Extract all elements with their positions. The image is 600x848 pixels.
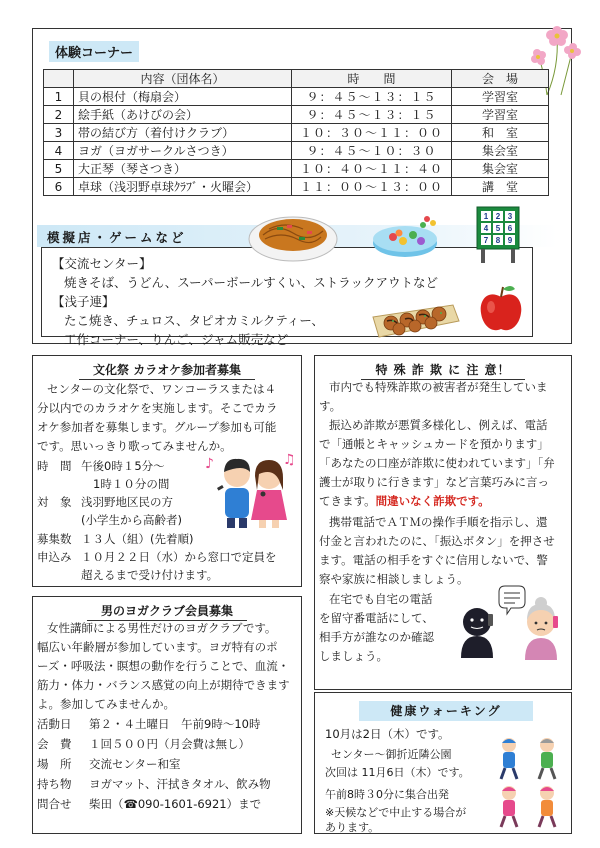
takoyaki-icon (369, 297, 461, 341)
row-content: ヨガ（ヨガサークルさつき） (74, 142, 292, 160)
sagi-title-wrap (315, 360, 571, 380)
sagi-line-8: 携帯電話でＡＴＭの操作手順を指示し、還 (329, 515, 548, 529)
apply-label: 申込み (37, 550, 72, 564)
row-time: １１：００～１３：００ (292, 178, 452, 196)
yoga-para-4: 筋力・体力・バランス感覚の向上が期待できます (37, 678, 290, 692)
time-value-2: 1時１０分の間 (93, 477, 170, 491)
karaoke-para-4: です。思いっきり歌ってみませんか。 (37, 439, 232, 453)
sagi-line-2: す。 (319, 399, 342, 413)
karaoke-apply-row (37, 548, 277, 566)
sagi-line-6: 護士が取りに行きます」など言葉巧みに言っ (319, 475, 549, 489)
yoga-day-row (37, 715, 260, 733)
apply-value-2: 超えるまで受け付けます。 (81, 568, 219, 582)
table-row (44, 160, 549, 178)
apply-value: １０月２２日（水）から窓口で定員を (81, 550, 277, 564)
karaoke-para-3: オケ参加者を募集します。グループ参加も可能 (37, 420, 277, 434)
row-content: 大正琴（琴さつき） (74, 160, 292, 178)
karaoke-title: 文化祭 カラオケ参加者募集 (79, 360, 255, 380)
sagi-line-7-text: てきます。 (319, 494, 376, 508)
row-content: 貝の根付（梅扇会） (74, 88, 292, 106)
walkers-icon (491, 733, 571, 829)
count-label: 募集数 (37, 532, 72, 546)
table-row (44, 106, 549, 124)
row-time: ９：４５～１３：１５ (292, 88, 452, 106)
sagi-line-11: 察や家族に相談しましょう。 (319, 572, 469, 586)
time-value: 午後0時１5分～ (81, 459, 165, 473)
sagi-line-14: 相手方が誰なのか確認 (319, 630, 434, 644)
super-ball-pool-icon (369, 213, 441, 259)
fee-label: 会 費 (37, 737, 72, 751)
table-row (44, 142, 549, 160)
yoga-place-row (37, 755, 181, 773)
row-place: 学習室 (452, 88, 549, 106)
target-label: 対 象 (37, 495, 72, 509)
place-label: 場 所 (37, 757, 72, 771)
row-no: 3 (44, 124, 74, 142)
walk-line-2: センター～御折近隣公園 (331, 748, 452, 761)
row-time: １０：３０～１１：００ (292, 124, 452, 142)
mogi-title: 模擬店・ゲームなど (47, 230, 187, 245)
sagi-line-12: 在宅でも自宅の電話 (329, 592, 433, 606)
asako-items-1: たこ焼き、チュロス、タピオカミルクティー、 (64, 313, 324, 328)
yoga-para-2: 幅広い年齢層が参加しています。ヨガ特有のポ (37, 640, 278, 654)
walk-line-4: 午前8時３0分に集合出発 (325, 788, 449, 801)
strike-number: 3 (507, 212, 513, 221)
row-place: 和 室 (452, 124, 549, 142)
karaoke-target-row (37, 493, 173, 511)
yoga-para-3: ーズ・呼吸法・瞑想の動作を行うことで、血流・ (37, 659, 290, 673)
row-no: 1 (44, 88, 74, 106)
strike-number: 1 (483, 212, 489, 221)
karaoke-count-row (37, 530, 193, 548)
strike-number: 4 (483, 224, 489, 233)
day-label: 活動日 (37, 717, 72, 731)
strike-number: 2 (495, 212, 501, 221)
table-row (44, 124, 549, 142)
row-time: ９：４５～１０：３０ (292, 142, 452, 160)
yoga-title: 男のヨガクラブ会員募集 (87, 601, 247, 621)
asako-label: 【浅子連】 (52, 294, 115, 309)
karaoke-title-wrap (33, 360, 301, 380)
sagi-line-10: ます。電話の相手をすぐに信用しないで、警 (319, 553, 548, 567)
strike-number: 6 (507, 224, 513, 233)
karaoke-singers-icon (203, 450, 299, 530)
sagi-line-13: を留守番電話にして、 (319, 611, 434, 625)
sagi-line-7 (319, 492, 490, 511)
svg-text:♫: ♫ (283, 452, 296, 468)
yoga-para-1: 女性講師による男性だけのヨガクラブです。 (47, 621, 277, 635)
row-content: 卓球（浅羽野卓球ｸﾗﾌﾞ・火曜会） (74, 178, 292, 196)
walk-line-1: 10月は2日（木）です。 (325, 727, 450, 741)
sagi-line-4: で「通帳とキャッシュカードを預かります」 (319, 437, 549, 451)
yoga-section (32, 596, 302, 834)
walking-section (314, 692, 572, 834)
yoga-title-wrap (33, 601, 301, 621)
fraud-warning-section (314, 355, 572, 690)
walk-title: 健康ウォーキング (359, 701, 533, 721)
row-time: ９：４５～１３：１５ (292, 106, 452, 124)
row-no: 6 (44, 178, 74, 196)
sagi-line-1: 市内でも特殊詐欺の被害者が発生していま (329, 380, 548, 394)
header-content: 内容（団体名） (74, 70, 292, 88)
strike-number: 8 (495, 236, 501, 245)
row-time: １０：４０～１１：４０ (292, 160, 452, 178)
yoga-items-row (37, 775, 271, 793)
row-place: 集会室 (452, 160, 549, 178)
row-no: 5 (44, 160, 74, 178)
yoga-fee-row (37, 735, 250, 753)
strike-out-board-icon (473, 205, 525, 265)
row-content: 帯の結び方（着付けクラブ） (74, 124, 292, 142)
walk-line-3: 次回は 11月6日（木）です。 (325, 766, 470, 779)
items-value: ヨガマット、汗拭きタオル、飲み物 (89, 777, 271, 791)
header-no (44, 70, 74, 88)
karaoke-section (32, 355, 302, 587)
strike-number: 7 (483, 236, 489, 245)
count-value: １３人（組）(先着順) (81, 532, 194, 546)
asako-items-2: 工作コーナー、りんご、ジャム販売など (64, 332, 289, 347)
row-place: 学習室 (452, 106, 549, 124)
target-value-2: (小学生から高齢者) (81, 513, 182, 527)
taiken-schedule-table (43, 69, 549, 196)
header-place: 会 場 (452, 70, 549, 88)
time-label: 時 間 (37, 459, 72, 473)
table-row (44, 178, 549, 196)
sagi-title: 特 殊 詐 欺 に 注 意！ (361, 360, 524, 380)
yoga-contact-row (37, 795, 261, 813)
target-value: 浅羽野地区民の方 (81, 495, 173, 509)
sagi-line-9: 付金と言われたのに、「振込ボタン」を押させ (319, 534, 555, 548)
place-value: 交流センター和室 (89, 757, 181, 771)
center-label: 【交流センター】 (52, 256, 152, 271)
row-no: 2 (44, 106, 74, 124)
header-time: 時 間 (292, 70, 452, 88)
karaoke-para-1: センターの文化祭で、ワンコーラスまたは４ (47, 382, 276, 396)
row-place: 集会室 (452, 142, 549, 160)
sagi-line-3: 振込め詐欺が悪質多様化し、例えば、電話 (329, 418, 548, 432)
row-content: 絵手紙（あけびの会） (74, 106, 292, 124)
center-items: 焼きそば、うどん、スーパーボールすくい、ストラックアウトなど (64, 275, 439, 290)
row-no: 4 (44, 142, 74, 160)
sagi-line-15: しましょう。 (319, 649, 388, 663)
strike-number: 9 (507, 236, 513, 245)
yakisoba-icon (247, 207, 339, 263)
contact-label: 問合せ (37, 797, 72, 811)
fraud-phone-call-icon (455, 582, 567, 662)
items-label: 持ち物 (37, 777, 72, 791)
fee-value: １回５００円（月会費は無し） (89, 737, 250, 751)
row-place: 講 堂 (452, 178, 549, 196)
sagi-warning-red: 間違いなく詐欺です。 (375, 494, 490, 508)
table-header-row (44, 70, 549, 88)
karaoke-time-row (37, 457, 165, 475)
karaoke-para-2: 分以内でのカラオケを実施します。そこでカラ (37, 401, 278, 415)
strike-number: 5 (495, 224, 501, 233)
table-row (44, 88, 549, 106)
walk-line-5: ※天候などで中止する場合が (325, 806, 467, 819)
taiken-section (32, 28, 572, 347)
svg-text:♪: ♪ (205, 456, 214, 472)
contact-value: 柴田（☎090-1601-6921）まで (89, 797, 262, 811)
walk-line-6: あります。 (325, 821, 380, 834)
yoga-para-5: よ。参加してみませんか。 (37, 697, 175, 711)
sagi-line-5: 「あなたの口座が詐欺に使われています」｢弁 (319, 456, 555, 470)
taiken-title: 体験コーナー (49, 41, 139, 62)
apple-icon (477, 283, 525, 335)
day-value: 第２・４土曜日 午前9時～10時 (89, 717, 261, 731)
